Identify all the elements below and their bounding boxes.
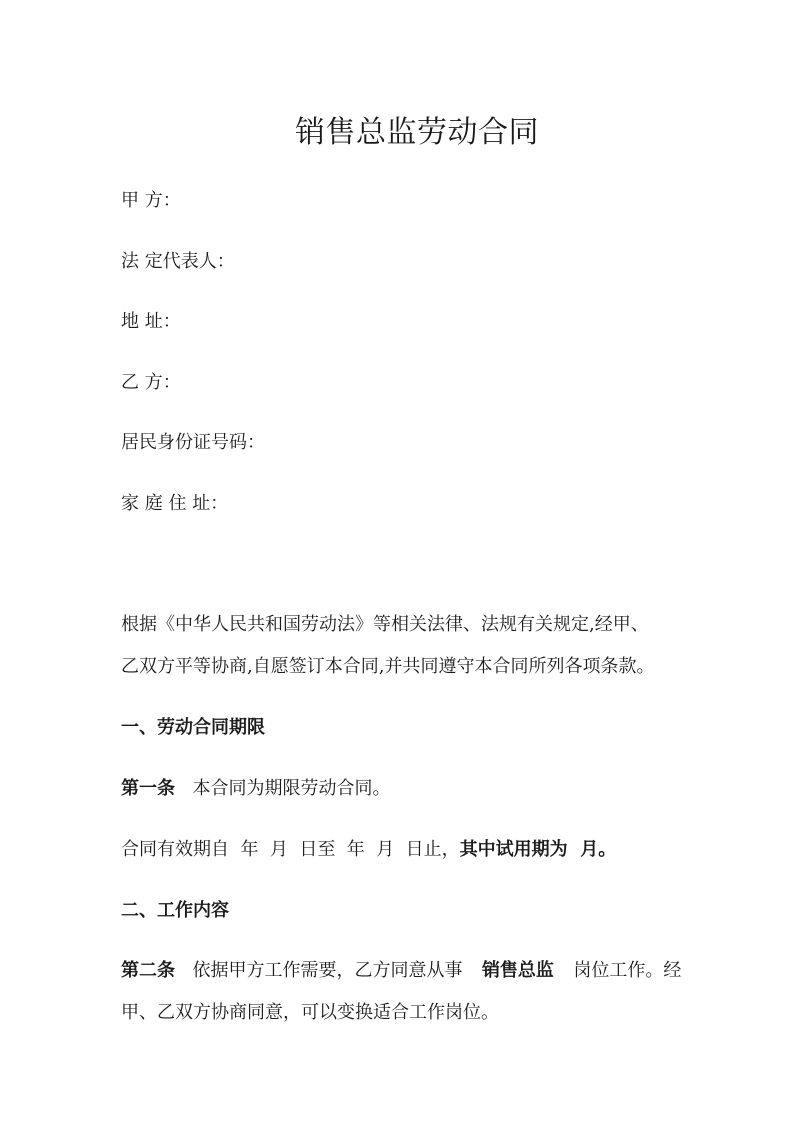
article-2-text-a: 依据甲方工作需要，乙方同意从事 [192, 960, 463, 981]
id-number-field: 居民身份证号码： [121, 432, 265, 453]
article-2 [121, 958, 681, 984]
address-field: 地 址： [121, 311, 181, 332]
party-b-field: 乙 方： [121, 372, 181, 393]
document-title: 销售总监劳动合同 [295, 115, 539, 150]
article-1 [121, 776, 390, 802]
article-1-label: 第一条 [121, 778, 175, 799]
section-1-heading: 一、劳动合同期限 [121, 717, 265, 738]
probation-text: 其中试用期为 月。 [459, 839, 617, 860]
contract-term-line [121, 837, 616, 863]
legal-representative-field: 法 定代表人： [121, 251, 235, 272]
position-name: 销售总监 [481, 960, 554, 981]
article-2-label: 第二条 [121, 960, 175, 981]
preamble-line-1: 根据《中华人民共和国劳动法》等相关法律、法规有关规定,经甲、 [121, 614, 649, 635]
preamble-line-2: 乙双方平等协商,自愿签订本合同,并共同遵守本合同所列各项条款。 [121, 656, 655, 677]
section-2-heading: 二、工作内容 [121, 900, 229, 921]
home-address-field: 家 庭 住 址： [121, 493, 229, 514]
article-1-text: 本合同为期限劳动合同。 [192, 778, 391, 799]
contract-term-text: 合同有效期自 年 月 日至 年 月 日止， [121, 839, 460, 860]
article-2-line-2: 甲、乙双方协商同意，可以变换适合工作岗位。 [121, 1002, 499, 1023]
article-2-text-b: 岗位工作。经 [573, 960, 682, 981]
party-a-field: 甲 方： [121, 190, 181, 211]
